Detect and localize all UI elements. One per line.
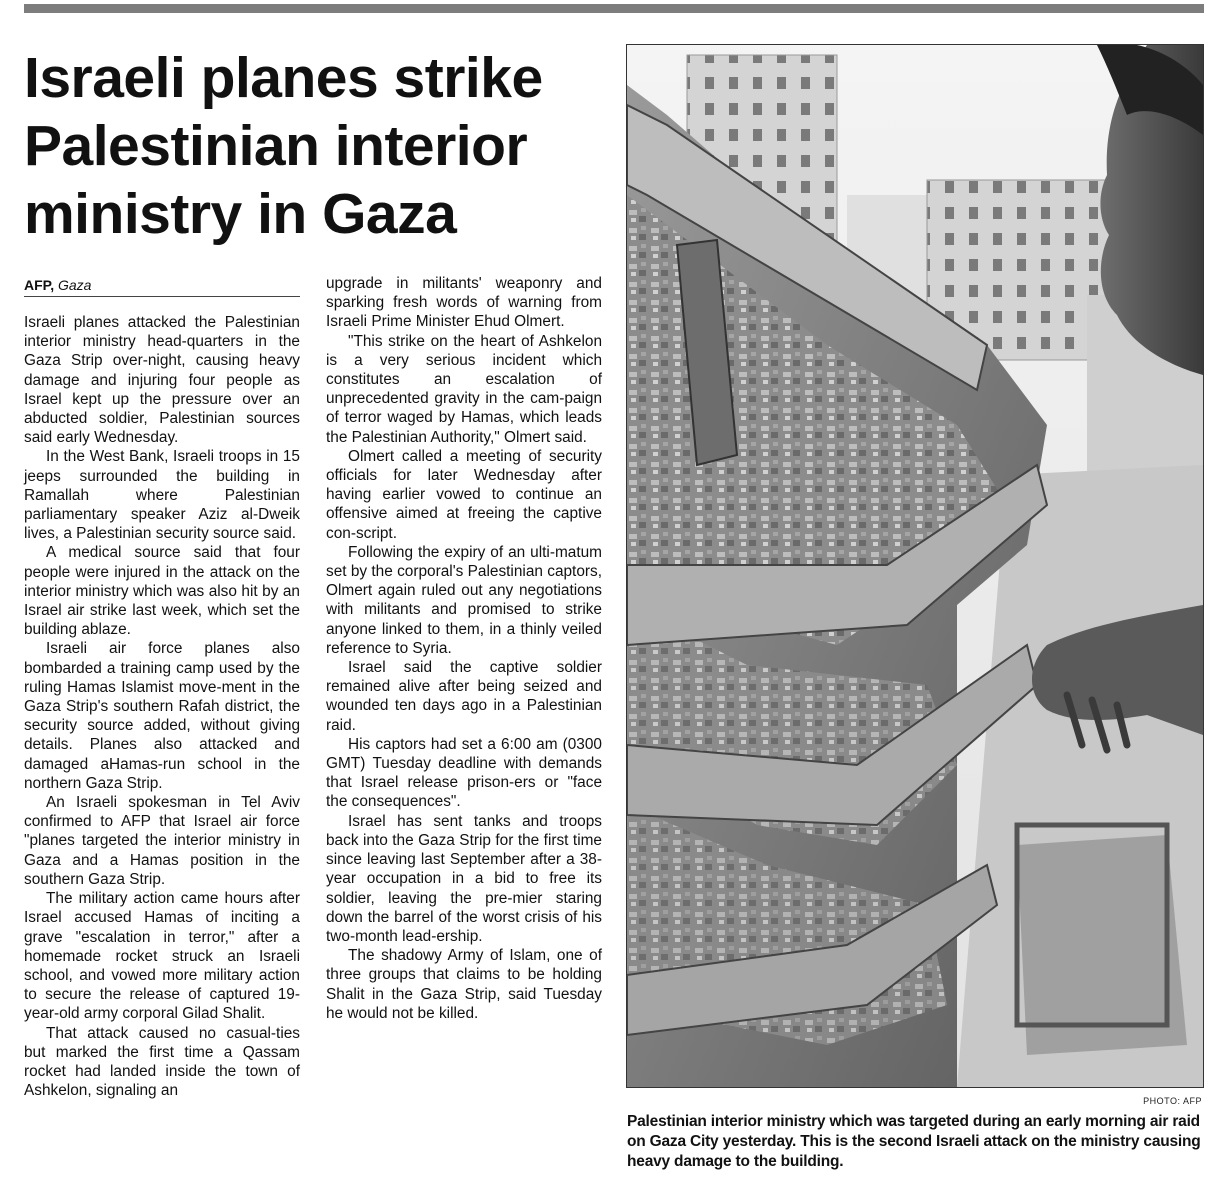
paragraph: Following the expiry of an ulti-matum set by the corporal's Palestinian captors, Olmert again ruled out any negotiations with militants and promised to strike anyone linked to them, in a thinly veiled reference to Syria.	[326, 543, 602, 657]
paragraph: Israel has sent tanks and troops back into the Gaza Strip for the first time since leaving last September after a 38-year occupation in a bid to free its soldier, leaving the pre-mier staring down the barrel of the worst crisis of his two-month lead-ership.	[326, 812, 602, 945]
byline-agency: AFP,	[24, 277, 55, 293]
paragraph: In the West Bank, Israeli troops in 15 jeeps surrounded the building in Ramallah where Palestinian parliamentary speaker Aziz al-Dweik lives, a Palestinian security source said.	[24, 448, 300, 543]
paragraph: Olmert called a meeting of security officials for later Wednesday after having earlier vowed to continue an offensive aimed at freeing the captive con-script.	[326, 447, 602, 542]
damaged-building-photo	[627, 45, 1203, 1087]
headline: Israeli planes strike Palestinian interior ministry in Gaza	[24, 46, 543, 246]
photo-caption: Palestinian interior ministry which was targeted during an early morning air raid on Gaza City yesterday. This is the second Israeli attack on the ministry causing heavy damage to the building.	[627, 1113, 1201, 1170]
byline-place: Gaza	[57, 277, 92, 293]
paragraph: A medical source said that four people were injured in the attack on the interior ministry which was also hit by an Israel air strike last week, which set the building ablaze.	[24, 544, 300, 639]
top-rule	[24, 4, 1204, 13]
paragraph: His captors had set a 6:00 am (0300 GMT) Tuesday deadline with demands that Israel release prison-ers or "face the consequences".	[326, 735, 602, 811]
paragraph: The shadowy Army of Islam, one of three groups that claims to be holding Shalit in the Gaza Strip, said Tuesday he would not be killed.	[326, 947, 602, 1022]
paragraph-continuation: upgrade in militants' weaponry and sparking fresh words of warning from Israeli Prime Minister Ehud Olmert.	[326, 275, 602, 331]
paragraph: The military action came hours after Israel accused Hamas of inciting a grave "escalation in terror," after a homemade rocket struck an Israeli school, and vowed more military action to secure the release of captured 19-year-old army corporal Gilad Shalit.	[24, 890, 300, 1023]
article-column-2	[326, 274, 602, 1023]
paragraph: That attack caused no casual-ties but marked the first time a Qassam rocket had landed inside the town of Ashkelon, signaling an	[24, 1024, 300, 1100]
paragraph: "This strike on the heart of Ashkelon is a very serious incident which constitutes an escalation of unprecedented gravity in the cam-paign of terror waged by Hamas, which leads the Palestinian Authority," Olmert said.	[326, 332, 602, 446]
article-column-1	[24, 313, 300, 1100]
byline	[24, 276, 300, 297]
photo-credit: PHOTO: AFP	[1143, 1096, 1202, 1106]
paragraph: Israeli planes attacked the Palestinian interior ministry head-quarters in the Gaza Strip over-night, causing heavy damage and injuring four people as Israel kept up the pressure over an abducted soldier, Palestinian sources said early Wednesday.	[24, 314, 300, 447]
paragraph: An Israeli spokesman in Tel Aviv confirmed to AFP that Israel air force "planes targeted the interior ministry in Gaza and a Hamas position in the southern Gaza Strip.	[24, 794, 300, 888]
news-photo	[626, 44, 1204, 1088]
paragraph: Israeli air force planes also bombarded a training camp used by the ruling Hamas Islamist move-ment in the Gaza Strip's southern Rafah district, the security source added, without giving details. Planes also attacked and damaged aHamas-run school in the northern Gaza Strip.	[24, 640, 300, 792]
paragraph: Israel said the captive soldier remained alive after being seized and wounded ten days ago in a Palestinian raid.	[326, 659, 602, 734]
